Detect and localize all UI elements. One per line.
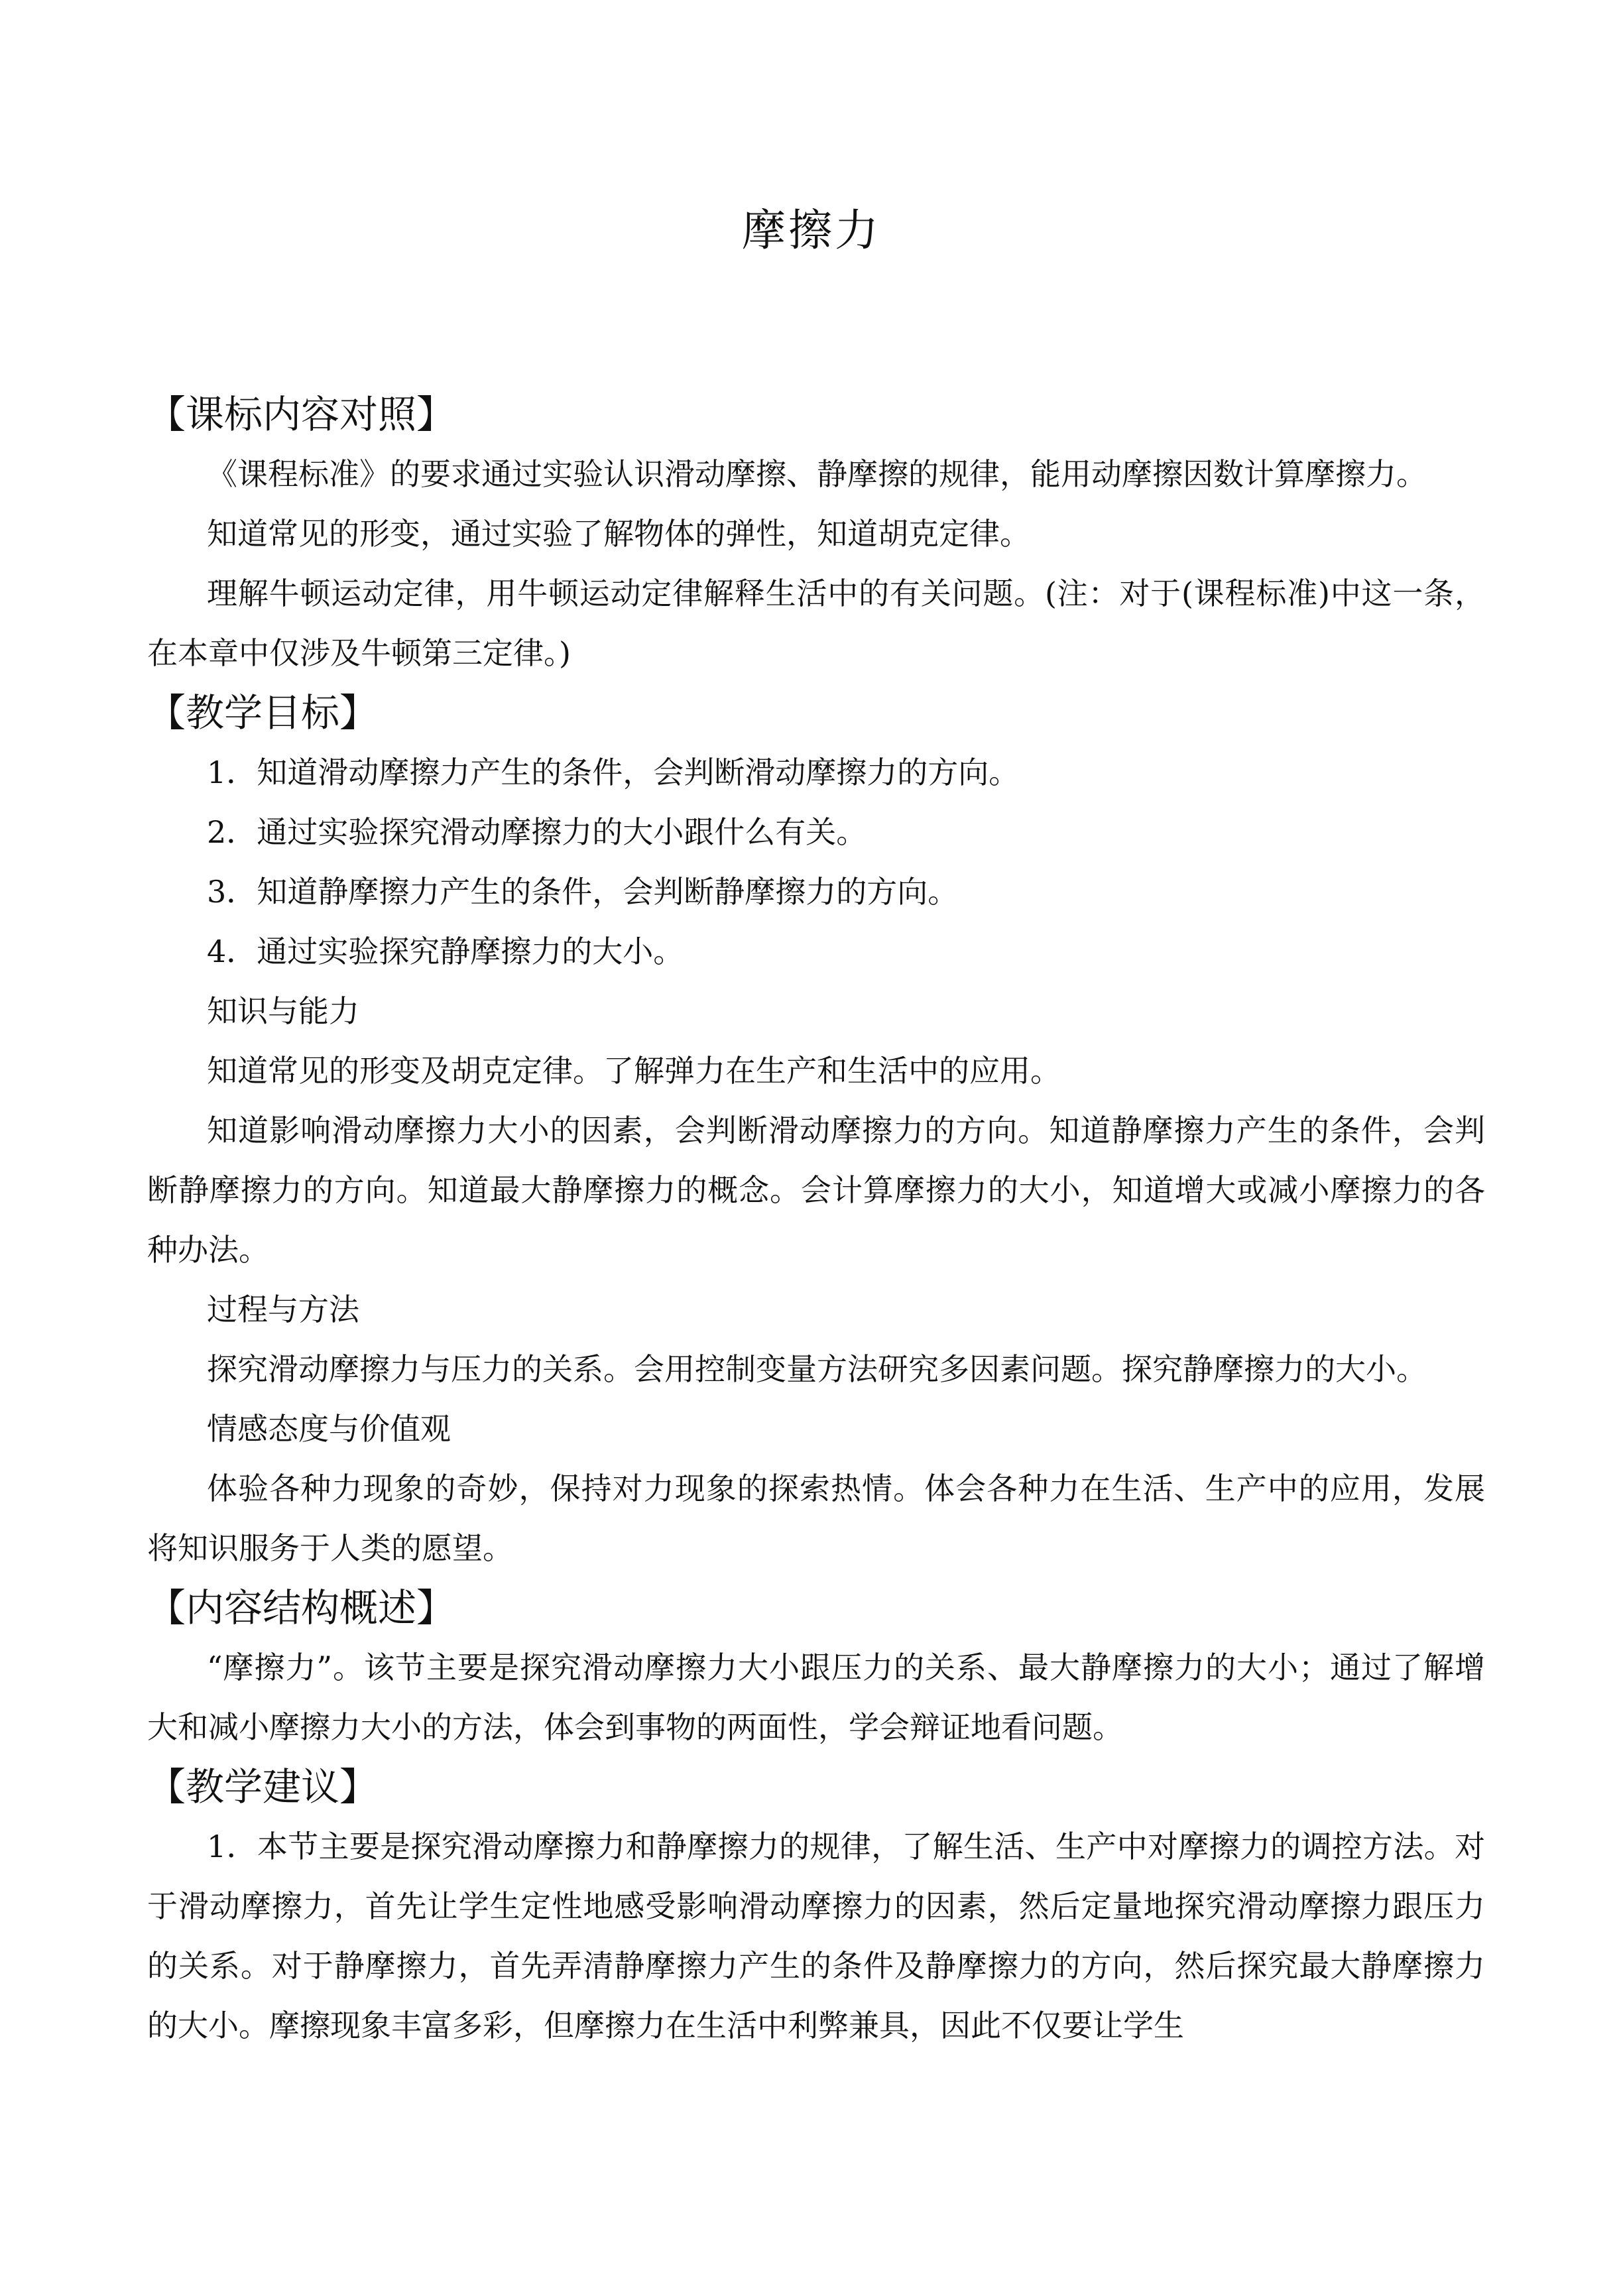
paragraph: 知道常见的形变及胡克定律。了解弹力在生产和生活中的应用。	[207, 1053, 1061, 1089]
subheading-knowledge-ability: 知识与能力	[207, 993, 359, 1029]
paragraph: 知道影响滑动摩擦力大小的因素，会判断滑动摩擦力的方向。知道静摩擦力产生的条件，会判断静摩擦力的方向。知道最大静摩擦力的概念。会计算摩擦力的大小，知道增大或减小摩擦力的各种办法。	[147, 1113, 1485, 1268]
goal-item: 3．知道静摩擦力产生的条件，会判断静摩擦力的方向。	[207, 874, 959, 910]
section-heading-curriculum: 【课标内容对照】	[147, 392, 455, 437]
paragraph: “摩擦力”。该节主要是探究滑动摩擦力大小跟压力的关系、最大静摩擦力的大小；通过了解增大和减小摩擦力大小的方法，体会到事物的两面性，学会辩证地看问题。	[147, 1650, 1485, 1745]
paragraph: 体验各种力现象的奇妙，保持对力现象的探索热情。体会各种力在生活、生产中的应用，发展将知识服务于人类的愿望。	[147, 1471, 1485, 1566]
subheading-emotion-values: 情感态度与价值观	[207, 1411, 451, 1447]
page-title: 摩擦力	[742, 205, 881, 256]
goal-item: 1．知道滑动摩擦力产生的条件，会判断滑动摩擦力的方向。	[207, 755, 1020, 790]
section-heading-teaching-goals: 【教学目标】	[147, 690, 379, 735]
section-heading-teaching-suggestions: 【教学建议】	[147, 1764, 379, 1809]
document-body	[147, 385, 1485, 2055]
section-heading-content-structure: 【内容结构概述】	[147, 1585, 455, 1630]
paragraph: 1．本节主要是探究滑动摩擦力和静摩擦力的规律，了解生活、生产中对摩擦力的调控方法。对于滑动摩擦力，首先让学生定性地感受影响滑动摩擦力的因素，然后定量地探究滑动摩擦力跟压力的关系。对于静摩擦力，首先弄清静摩擦力产生的条件及静摩擦力的方向，然后探究最大静摩擦力的大小。摩擦现象丰富多彩，但摩擦力在生活中利弊兼具，因此不仅要让学生	[147, 1829, 1485, 2043]
paragraph: 理解牛顿运动定律，用牛顿运动定律解释生活中的有关问题。(注：对于(课程标准)中这一条，在本章中仅涉及牛顿第三定律。)	[147, 575, 1485, 671]
goal-item: 2．通过实验探究滑动摩擦力的大小跟什么有关。	[207, 814, 867, 850]
subheading-process-method: 过程与方法	[207, 1292, 359, 1327]
paragraph: 《课程标准》的要求通过实验认识滑动摩擦、静摩擦的规律，能用动摩擦因数计算摩擦力。	[207, 456, 1427, 492]
paragraph: 探究滑动摩擦力与压力的关系。会用控制变量方法研究多因素问题。探究静摩擦力的大小。	[207, 1351, 1427, 1387]
paragraph: 知道常见的形变，通过实验了解物体的弹性，知道胡克定律。	[207, 516, 1030, 552]
goal-item: 4．通过实验探究静摩擦力的大小。	[207, 934, 684, 969]
